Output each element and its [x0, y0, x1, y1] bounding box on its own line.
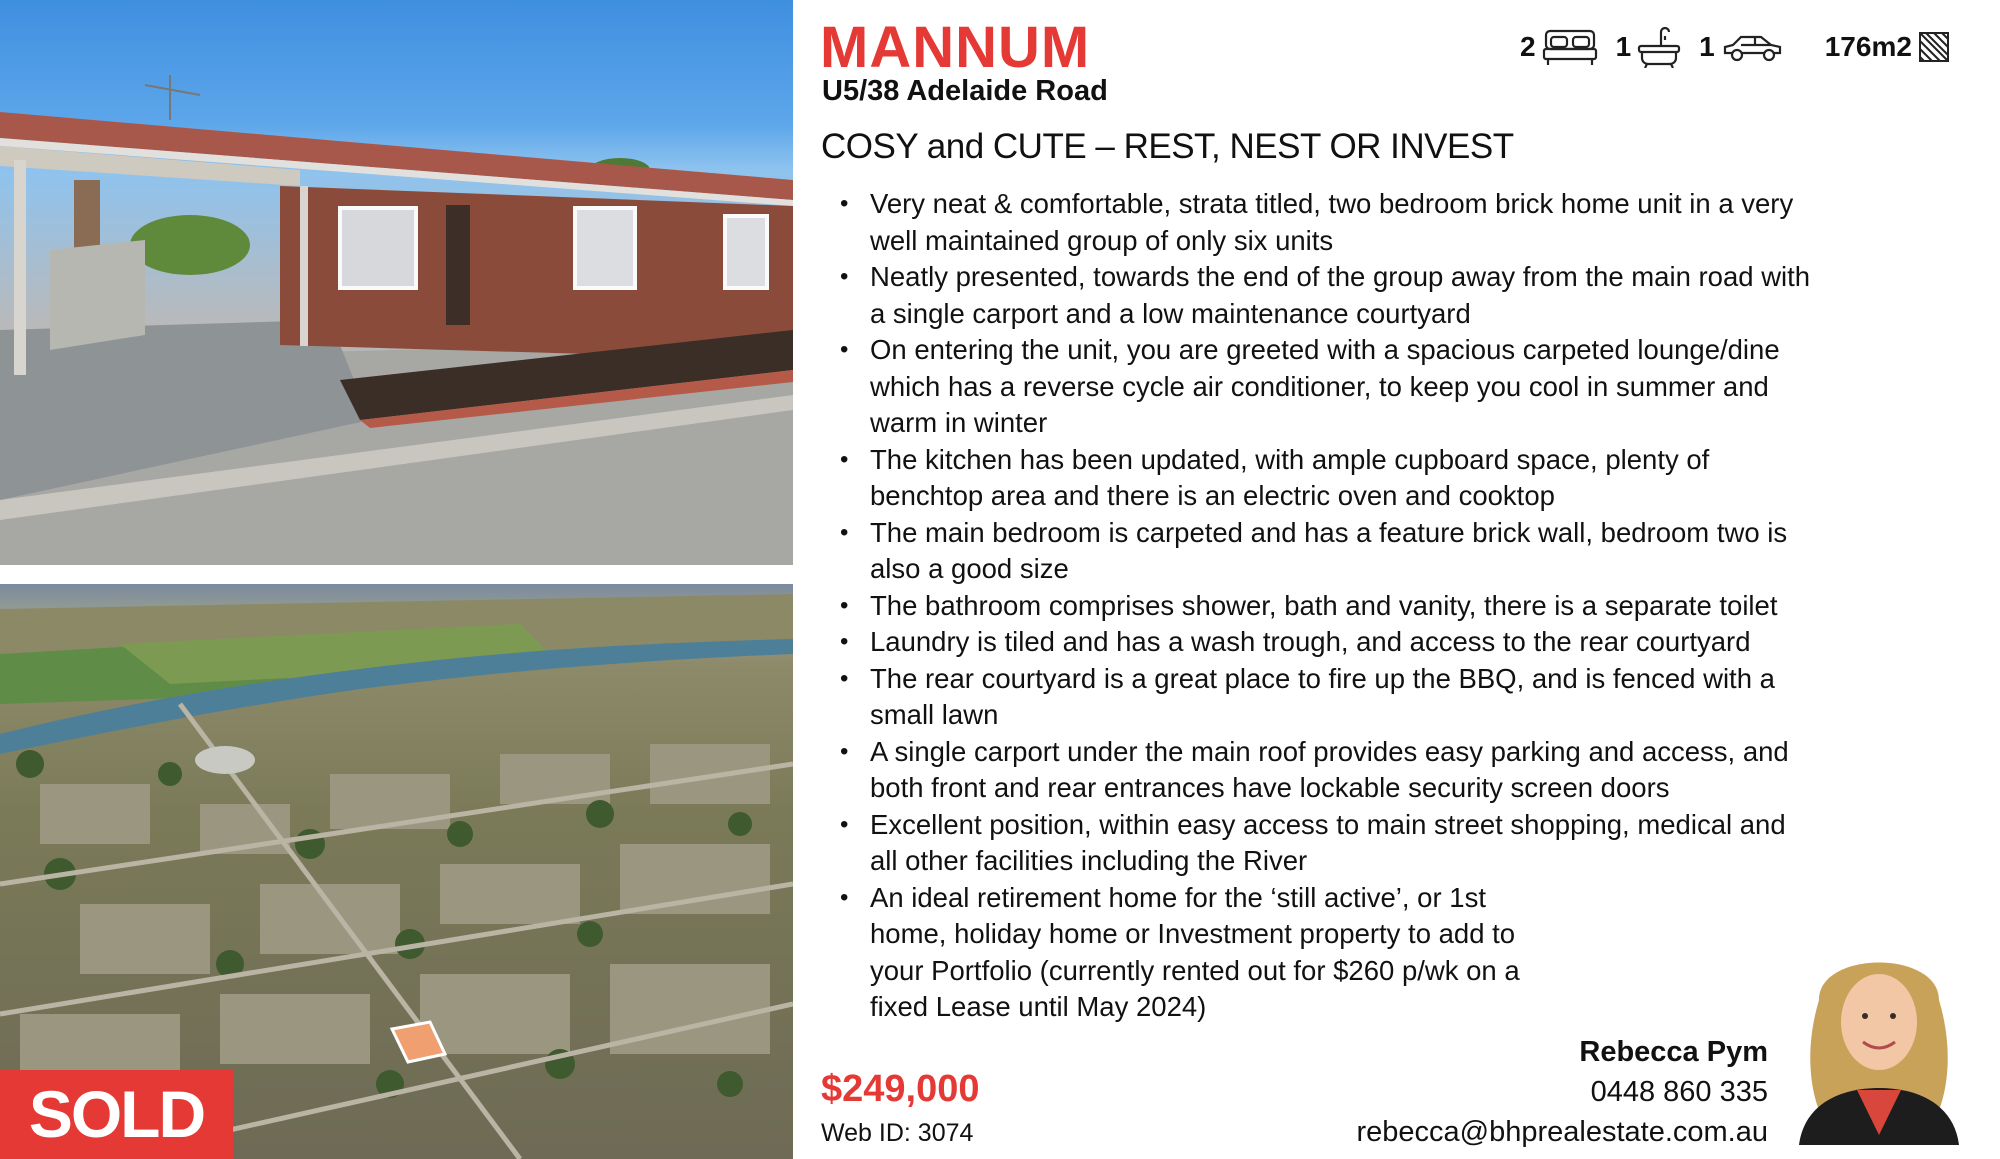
bullet-item: • Excellent position, within easy access to main street shopping, medical and all other facilities including the River [840, 807, 1815, 880]
suburb-title: MANNUM [820, 15, 1091, 80]
listing-headline: COSY and CUTE – REST, NEST OR INVEST [821, 127, 1514, 166]
web-id: Web ID: 3074 [821, 1119, 974, 1147]
bullet-item: • On entering the unit, you are greeted with a spacious carpeted lounge/dine which has a reverse cycle air conditioner, to keep you cool in summer and warm in winter [840, 332, 1815, 442]
bullet-item: • Very neat & comfortable, strata titled, two bedroom brick home unit in a very well maintained group of only six units [840, 186, 1815, 259]
property-address: U5/38 Adelaide Road [822, 75, 1108, 107]
bath-icon [1637, 26, 1681, 68]
bed-icon [1542, 27, 1598, 67]
bullet-item: • An ideal retirement home for the ‘still active’, or 1st home, holiday home or Investment property to add to your Portfolio (currently rented out for $260 p/wk on a fixed Lease until May 2024) [840, 880, 1550, 1026]
bathrooms-feature [1616, 26, 1682, 68]
bullet-item: • Neatly presented, towards the end of the group away from the main road with a single carport and a low maintenance courtyard [840, 259, 1815, 332]
front-photo-illustration [0, 0, 793, 565]
car-spaces-count: 1 [1699, 31, 1715, 62]
bedrooms-feature [1520, 27, 1598, 67]
car-icon [1721, 31, 1785, 63]
land-size-value: 176m2 [1824, 31, 1912, 62]
property-features [1520, 22, 1968, 72]
bullet-item: • The rear courtyard is a great place to fire up the BBQ, and is fenced with a small lawn [840, 661, 1815, 734]
bullet-item: • The kitchen has been updated, with ample cupboard space, plenty of benchtop area and there is an electric oven and cooktop [840, 442, 1815, 515]
feature-bullets [840, 186, 1815, 1026]
bullet-item: • Laundry is tiled and has a wash trough, and access to the rear courtyard [840, 624, 1815, 661]
property-photo-front [0, 0, 793, 565]
bullet-item: • The bathroom comprises shower, bath and vanity, there is a separate toilet [840, 588, 1815, 625]
agent-photo [1779, 930, 1978, 1145]
sold-badge: SOLD [0, 1070, 233, 1159]
agent-phone[interactable]: 0448 860 335 [1590, 1076, 1768, 1108]
agent-name: Rebecca Pym [1579, 1036, 1768, 1068]
agent-email[interactable]: rebecca@bhprealestate.com.au [1356, 1116, 1768, 1148]
sold-price: $249,000 [821, 1068, 980, 1110]
car-spaces-feature [1699, 31, 1785, 63]
property-photo-aerial [0, 584, 793, 1159]
bathrooms-count: 1 [1615, 31, 1632, 62]
bedrooms-count: 2 [1520, 31, 1536, 62]
bullet-item: • A single carport under the main roof provides easy parking and access, and both front and rear entrances have lockable security screen doors [840, 734, 1815, 807]
bullet-item: • The main bedroom is carpeted and has a feature brick wall, bedroom two is also a good size [840, 515, 1815, 588]
land-size-feature [1825, 29, 1950, 65]
land-size-icon [1918, 29, 1950, 65]
